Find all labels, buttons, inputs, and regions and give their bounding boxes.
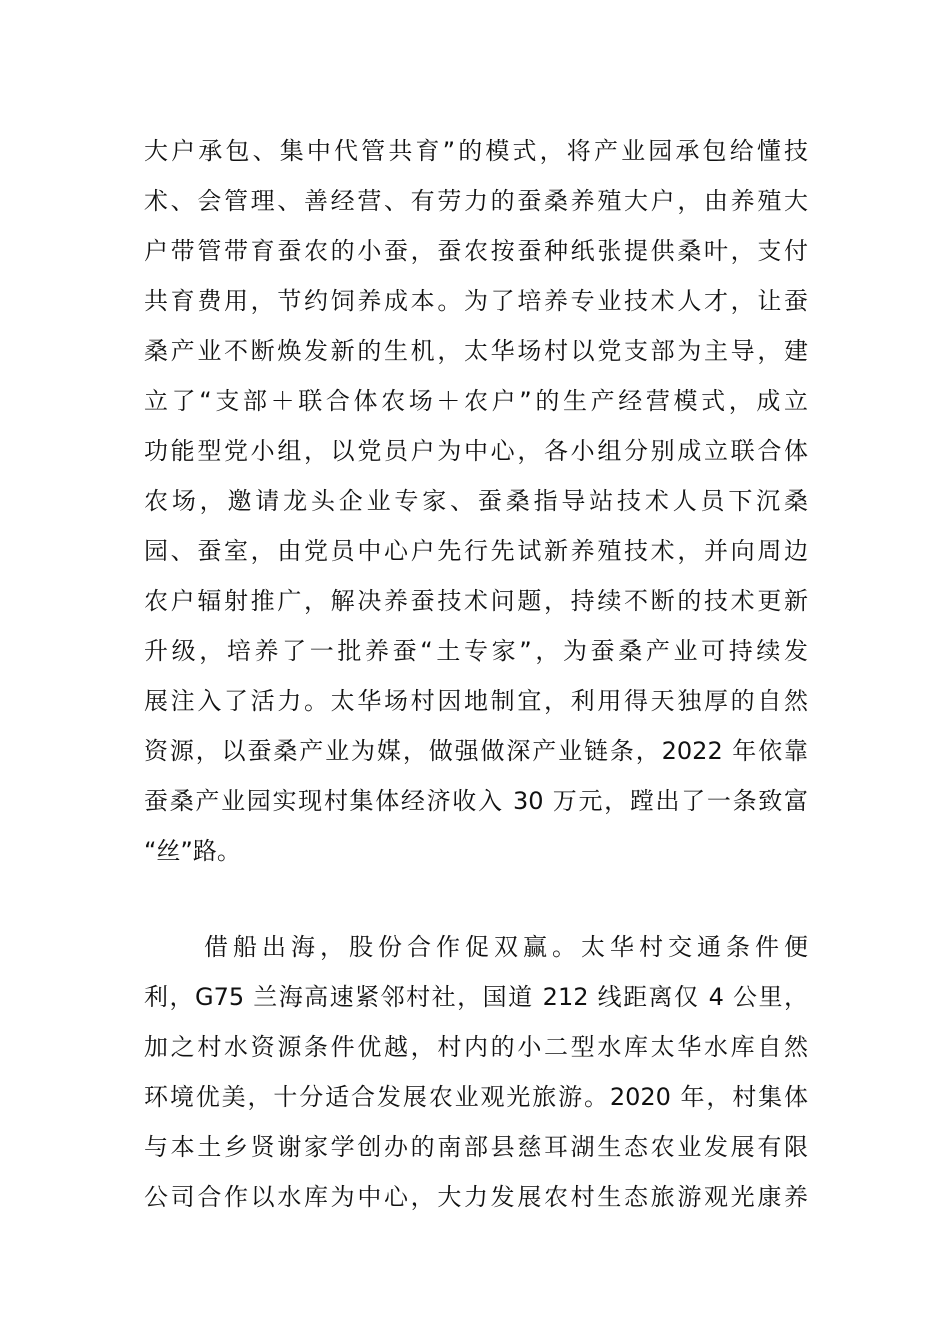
- text-line: 蚕桑产业园实现村集体经济收入 30 万元，蹚出了一条致富: [144, 787, 808, 815]
- text-line: 户带管带育蚕农的小蚕，蚕农按蚕种纸张提供桑叶，支付: [144, 237, 808, 265]
- paragraph-sericulture: [144, 126, 808, 876]
- text-line-last: “丝”路。: [144, 837, 241, 865]
- text-line: 公司合作以水库为中心，大力发展农村生态旅游观光康养: [144, 1183, 808, 1211]
- text-line: 环境优美，十分适合发展农业观光旅游。2020 年，村集体: [144, 1083, 808, 1111]
- text-line-first: 借船出海，股份合作促双赢。太华村交通条件便: [204, 933, 808, 961]
- text-line: 立了“支部＋联合体农场＋农户”的生产经营模式，成立: [144, 387, 808, 415]
- text-line: 升级，培养了一批养蚕“土专家”，为蚕桑产业可持续发: [144, 637, 808, 665]
- text-line: 展注入了活力。太华场村因地制宜，利用得天独厚的自然: [144, 687, 808, 715]
- text-line: 园、蚕室，由党员中心户先行先试新养殖技术，并向周边: [144, 537, 808, 565]
- text-line: 功能型党小组，以党员户为中心，各小组分别成立联合体: [144, 437, 808, 465]
- text-line: 加之村水资源条件优越，村内的小二型水库太华水库自然: [144, 1033, 808, 1061]
- text-line: 利，G75 兰海高速紧邻村社，国道 212 线距离仅 4 公里，: [144, 983, 808, 1011]
- text-line: 大户承包、集中代管共育”的模式，将产业园承包给懂技: [144, 137, 808, 165]
- text-line: 资源，以蚕桑产业为媒，做强做深产业链条，2022 年依靠: [144, 737, 808, 765]
- text-line: 术、会管理、善经营、有劳力的蚕桑养殖大户，由养殖大: [144, 187, 808, 215]
- text-line: 与本土乡贤谢家学创办的南部县慈耳湖生态农业发展有限: [144, 1133, 808, 1161]
- text-line: 农户辐射推广，解决养蚕技术问题，持续不断的技术更新: [144, 587, 808, 615]
- text-line: 桑产业不断焕发新的生机，太华场村以党支部为主导，建: [144, 337, 808, 365]
- paragraph-tourism: [144, 922, 808, 1222]
- text-line: 共育费用，节约饲养成本。为了培养专业技术人才，让蚕: [144, 287, 808, 315]
- text-line: 农场，邀请龙头企业专家、蚕桑指导站技术人员下沉桑: [144, 487, 808, 515]
